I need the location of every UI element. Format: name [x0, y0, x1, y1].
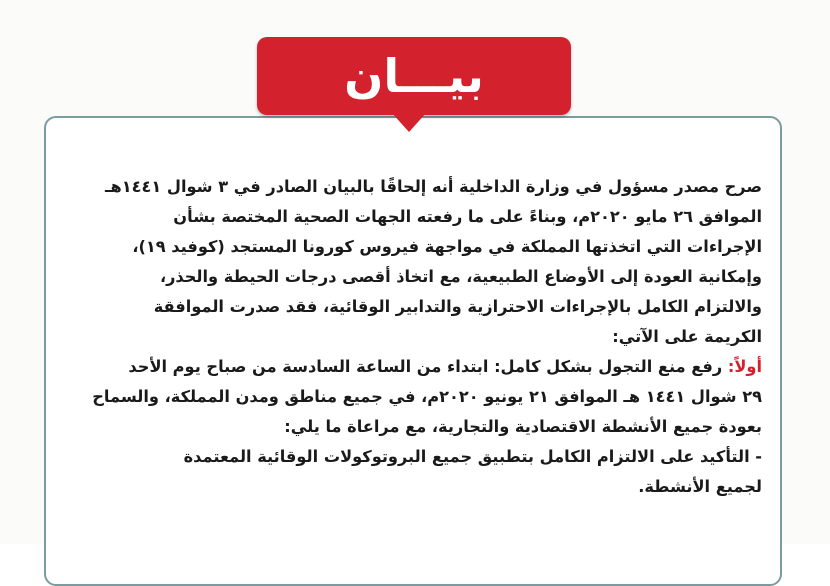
body-line: صرح مصدر مسؤول في وزارة الداخلية أنه إلحاقًا بالبيان الصادر في ٣ شوال ١٤٤١هـ	[105, 177, 762, 196]
first-item-label: أولاً:	[727, 357, 762, 376]
body-line: بعودة جميع الأنشطة الاقتصادية والتجارية، مع مراعاة ما يلي:	[284, 417, 762, 436]
body-line: لجميع الأنشطة.	[638, 477, 762, 496]
body-line: الموافق ٢٦ مايو ٢٠٢٠م، وبناءً على ما رفعته الجهات الصحية المختصة بشأن	[173, 207, 762, 226]
body-line: وإمكانية العودة إلى الأوضاع الطبيعية، مع اتخاذ أقصى درجات الحيطة والحذر،	[159, 267, 762, 286]
first-item-line	[62, 352, 762, 382]
statement-title: بيـــان	[344, 49, 484, 103]
header-pointer	[391, 112, 427, 132]
body-line: والالتزام الكامل بالإجراءات الاحترازية والتدابير الوقائية، فقد صدرت الموافقة	[153, 297, 762, 316]
body-line: ٢٩ شوال ١٤٤١ هـ الموافق ٢١ يونيو ٢٠٢٠م، في جميع مناطق ومدن المملكة، والسماح	[92, 387, 762, 406]
body-line: الكريمة على الآتي:	[612, 327, 762, 346]
body-line: - التأكيد على الالتزام الكامل بتطبيق جميع البروتوكولات الوقائية المعتمدة	[183, 447, 762, 466]
first-item-text: رفع منع التجول بشكل كامل: ابتداء من الساعة السادسة من صباح يوم الأحد	[128, 357, 728, 376]
statement-body	[62, 172, 762, 502]
body-line: الإجراءات التي اتخذتها المملكة في مواجهة فيروس كورونا المستجد (كوفيد ١٩)،	[132, 237, 762, 256]
